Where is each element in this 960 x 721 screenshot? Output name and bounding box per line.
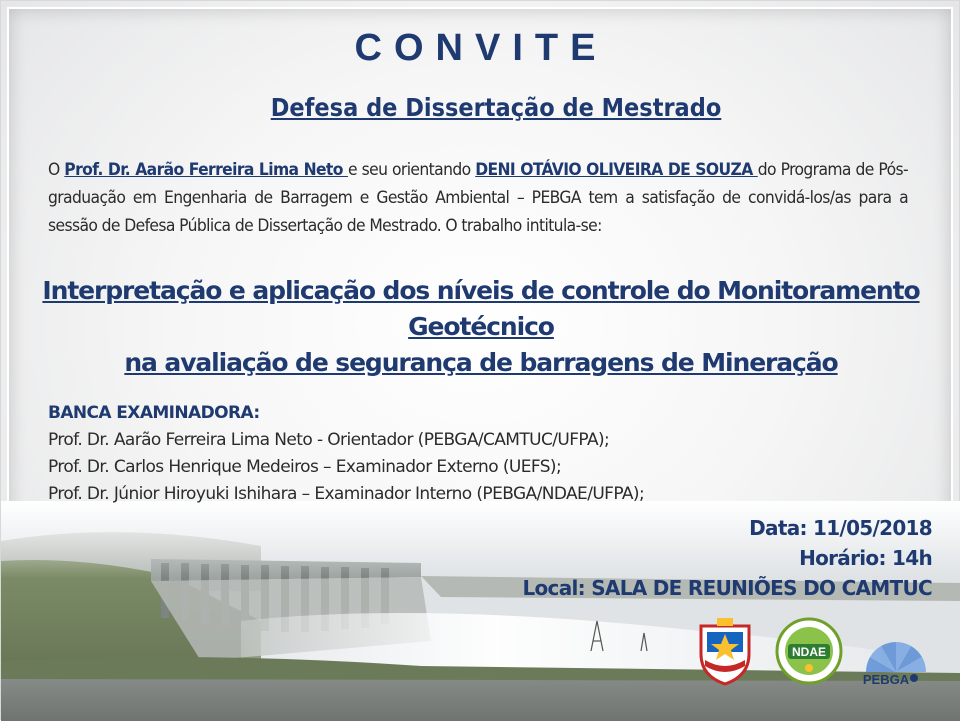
board-member: Prof. Dr. Aarão Ferreira Lima Neto - Orientador (PEBGA/CAMTUC/UFPA); <box>48 430 610 450</box>
advisor-name: Prof. Dr. Aarão Ferreira Lima Neto <box>64 160 348 180</box>
event-time: Horário: 14h <box>799 546 932 570</box>
board-member: Prof. Dr. Júnior Hiroyuki Ishihara – Examinador Interno (PEBGA/NDAE/UFPA); <box>48 484 645 504</box>
event-date: Data: 11/05/2018 <box>749 516 932 540</box>
ndae-logo <box>774 616 844 686</box>
ndae-logo-text: NDAE <box>791 645 827 659</box>
invitation-title: CONVITE <box>354 27 608 69</box>
student-name: DENI OTÁVIO OLIVEIRA DE SOUZA <box>475 160 758 180</box>
pebga-logo <box>856 623 936 693</box>
pebga-logo-text: PEBGA <box>862 672 910 687</box>
event-details <box>522 513 932 603</box>
examining-board <box>48 399 688 508</box>
ufpa-crest-logo <box>695 616 755 686</box>
dissertation-title-line-2: na avaliação de segurança de barragens de Mineração <box>124 348 838 377</box>
board-heading: BANCA EXAMINADORA: <box>48 403 260 423</box>
intro-text-3: do Programa de Pós-graduação em Engenharia de Barragem e Gestão Ambiental – PEBGA tem a satisfação de convidá-los/as para a sessão de Defesa Pública de Dissertação de Mestrado. O trabalho intitula-se: <box>48 160 909 236</box>
invitation-paragraph <box>48 156 908 240</box>
intro-text-1: O <box>48 160 65 180</box>
intro-text-2: e seu orientando <box>348 160 476 180</box>
event-place: Local: SALA DE REUNIÕES DO CAMTUC <box>522 576 932 600</box>
event-subtitle: Defesa de Dissertação de Mestrado <box>270 93 722 122</box>
dissertation-title-line-1: Interpretação e aplicação dos níveis de controle do Monitoramento Geotécnico <box>42 276 920 341</box>
dissertation-title <box>1 273 960 381</box>
board-member: Prof. Dr. Carlos Henrique Medeiros – Examinador Externo (UEFS); <box>48 457 562 477</box>
